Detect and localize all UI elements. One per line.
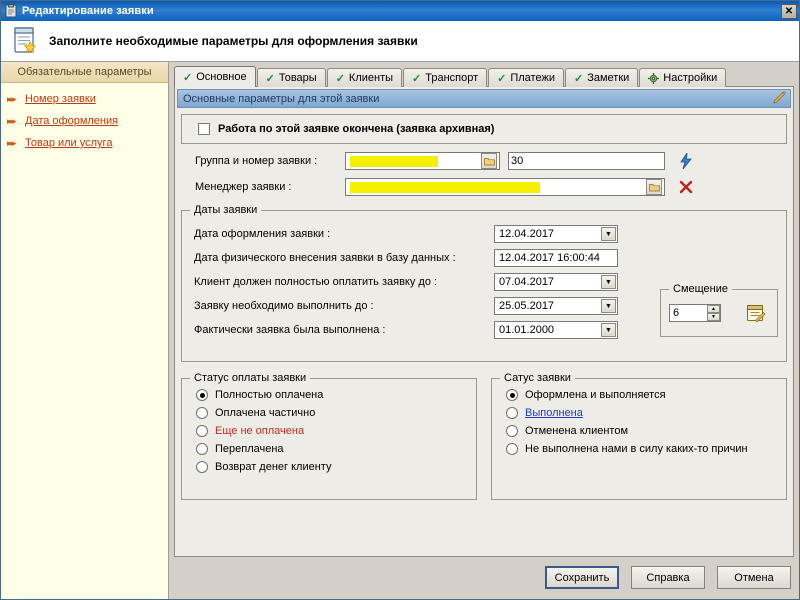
window-title: Редактирование заявки [22,5,154,17]
arrows-icon: ▸▸▸ [7,93,15,104]
spin-down-icon[interactable]: ▼ [707,313,720,321]
radio-icon[interactable] [196,425,208,437]
order-option-in-progress[interactable] [506,389,786,401]
order-number-value: 30 [511,155,524,167]
offset-value: 6 [673,307,680,319]
sidebar-filler [1,159,168,599]
folder-icon[interactable] [481,153,497,169]
tab-label: Настройки [663,72,718,84]
order-option-label: Отменена клиентом [525,425,629,437]
required-params-list [1,83,168,159]
payment-status-group [181,372,477,500]
pencil-icon[interactable] [773,91,786,104]
date-execute-due-combo[interactable] [494,297,618,315]
save-button[interactable]: Сохранить [545,566,619,589]
dialog-buttons [545,566,791,589]
tab-area [169,62,799,599]
radio-icon[interactable] [196,389,208,401]
check-icon: ✓ [183,71,193,84]
date-label: Клиент должен полностью оплатить заявку до : [194,276,438,288]
order-option-not-completed[interactable] [506,443,786,455]
payment-option-label: Переплачена [215,443,284,455]
check-icon: ✓ [497,72,507,85]
date-label: Дата оформления заявки : [194,228,331,240]
help-button[interactable]: Справка [631,566,705,589]
tab-label: Платежи [510,72,555,84]
order-status-group [491,372,787,500]
arrows-icon: ▸▸▸ [7,137,15,148]
gear-icon [648,73,659,84]
payment-option-label: Полностью оплачена [215,389,324,401]
manager-field[interactable] [345,178,665,196]
group-value-masked [350,156,438,167]
group-field[interactable] [345,152,500,170]
check-icon: ✓ [412,72,422,85]
tab-label: Заметки [587,72,630,84]
radio-icon[interactable] [506,425,518,437]
date-payment-due-combo[interactable] [494,273,618,291]
date-value: 07.04.2017 [499,276,555,288]
sidebar-item-label: Номер заявки [25,93,96,105]
tab-platezhi[interactable] [488,68,564,87]
date-label: Дата физического внесения заявки в базу данных : [194,252,456,264]
date-label: Заявку необходимо выполнить до : [194,300,374,312]
close-button[interactable]: ✕ [781,4,797,19]
panel-caption-label: Основные параметры для этой заявки [183,92,380,105]
payment-option-label: Возврат денег клиенту [215,461,332,473]
radio-icon[interactable] [506,389,518,401]
required-params-title: Обязательные параметры [1,62,168,83]
date-registration-combo[interactable] [494,225,618,243]
dates-group-title: Даты заявки [190,204,261,216]
offset-spin-buttons[interactable] [707,305,720,321]
payment-option-fully-paid[interactable] [196,389,476,401]
tab-strip [174,66,794,87]
tab-nastroyki[interactable] [639,68,726,87]
cancel-button[interactable]: Отмена [717,566,791,589]
required-params-panel [1,62,169,599]
tab-panel-osnovnoe [174,86,794,557]
date-actual-done-combo[interactable] [494,321,618,339]
order-option-cancelled-by-client[interactable] [506,425,786,437]
archive-checkbox-row[interactable] [181,114,787,144]
order-option-label: Оформлена и выполняется [525,389,666,401]
payment-option-overpaid[interactable] [196,443,476,455]
manager-row [177,178,791,196]
header-band [1,21,799,62]
sidebar-item-goods-or-service[interactable] [7,137,168,149]
sidebar-item-label: Товар или услуга [25,137,113,149]
tab-label: Клиенты [348,72,394,84]
date-label: Фактически заявка была выполнена : [194,324,386,336]
radio-icon[interactable] [506,407,518,419]
document-star-icon [11,26,39,56]
chevron-down-icon[interactable]: ▼ [601,299,616,313]
tab-osnovnoe[interactable] [174,66,256,87]
tab-klienty[interactable] [327,68,402,87]
payment-option-label: Оплачена частично [215,407,316,419]
spin-up-icon[interactable]: ▲ [707,305,720,313]
archive-checkbox[interactable] [198,123,210,135]
date-value: 25.05.2017 [499,300,555,312]
chevron-down-icon[interactable]: ▼ [601,227,616,241]
manager-value-masked [350,182,540,193]
sidebar-item-order-number[interactable] [7,93,168,105]
order-option-label: Выполнена [525,407,583,419]
check-icon: ✓ [573,72,584,85]
group-number-row [177,152,791,170]
date-row-physical-entry [194,249,786,267]
header-title: Заполните необходимые параметры для оформления заявки [49,34,418,48]
date-value: 12.04.2017 [499,228,555,240]
payment-option-refund[interactable] [196,461,476,473]
date-value: 01.01.2000 [499,324,555,336]
tab-label: Основное [196,71,247,83]
order-option-label: Не выполнена нами в силу каких-то причин [525,443,748,455]
offset-group [660,283,778,337]
order-option-completed[interactable] [506,407,786,419]
radio-icon[interactable] [196,443,208,455]
folder-icon[interactable] [646,179,662,195]
tab-transport[interactable] [403,68,487,87]
offset-group-title: Смещение [669,283,732,295]
title-bar [1,1,799,21]
status-groups [181,372,787,500]
check-icon: ✓ [335,72,345,85]
sidebar-item-order-date[interactable] [7,115,168,127]
calendar-calc-icon[interactable] [745,302,767,324]
payment-option-not-paid[interactable] [196,425,476,437]
dates-group [181,204,787,362]
radio-icon[interactable] [506,443,518,455]
group-number-label: Группа и номер заявки : [195,155,318,167]
tab-label: Товары [278,72,317,84]
radio-icon[interactable] [196,461,208,473]
payment-option-partially-paid[interactable] [196,407,476,419]
date-row-registration [194,225,786,243]
chevron-down-icon[interactable]: ▼ [601,275,616,289]
panel-inner [177,108,791,554]
delete-cross-icon[interactable] [677,178,695,196]
archive-label: Работа по этой заявке окончена (заявка архивная) [218,123,495,135]
tab-label: Транспорт [425,72,479,84]
tab-zametki[interactable] [565,68,638,87]
tab-tovary[interactable] [257,68,326,87]
panel-caption [177,89,791,108]
date-value: 12.04.2017 16:00:44 [499,252,600,264]
check-icon: ✓ [265,72,275,85]
window-body [1,62,799,599]
order-status-title: Сатус заявки [500,372,575,384]
arrows-icon: ▸▸▸ [7,115,15,126]
payment-status-title: Статус оплаты заявки [190,372,310,384]
chevron-down-icon[interactable]: ▼ [601,323,616,337]
lightning-icon[interactable] [677,152,695,170]
payment-option-label: Еще не оплачена [215,425,305,437]
manager-label: Менеджер заявки : [195,181,292,193]
order-number-field[interactable] [508,152,665,170]
clipboard-icon [4,4,18,18]
radio-icon[interactable] [196,407,208,419]
date-physical-entry-field [494,249,618,267]
offset-stepper[interactable] [669,304,721,322]
sidebar-item-label: Дата оформления [25,115,119,127]
